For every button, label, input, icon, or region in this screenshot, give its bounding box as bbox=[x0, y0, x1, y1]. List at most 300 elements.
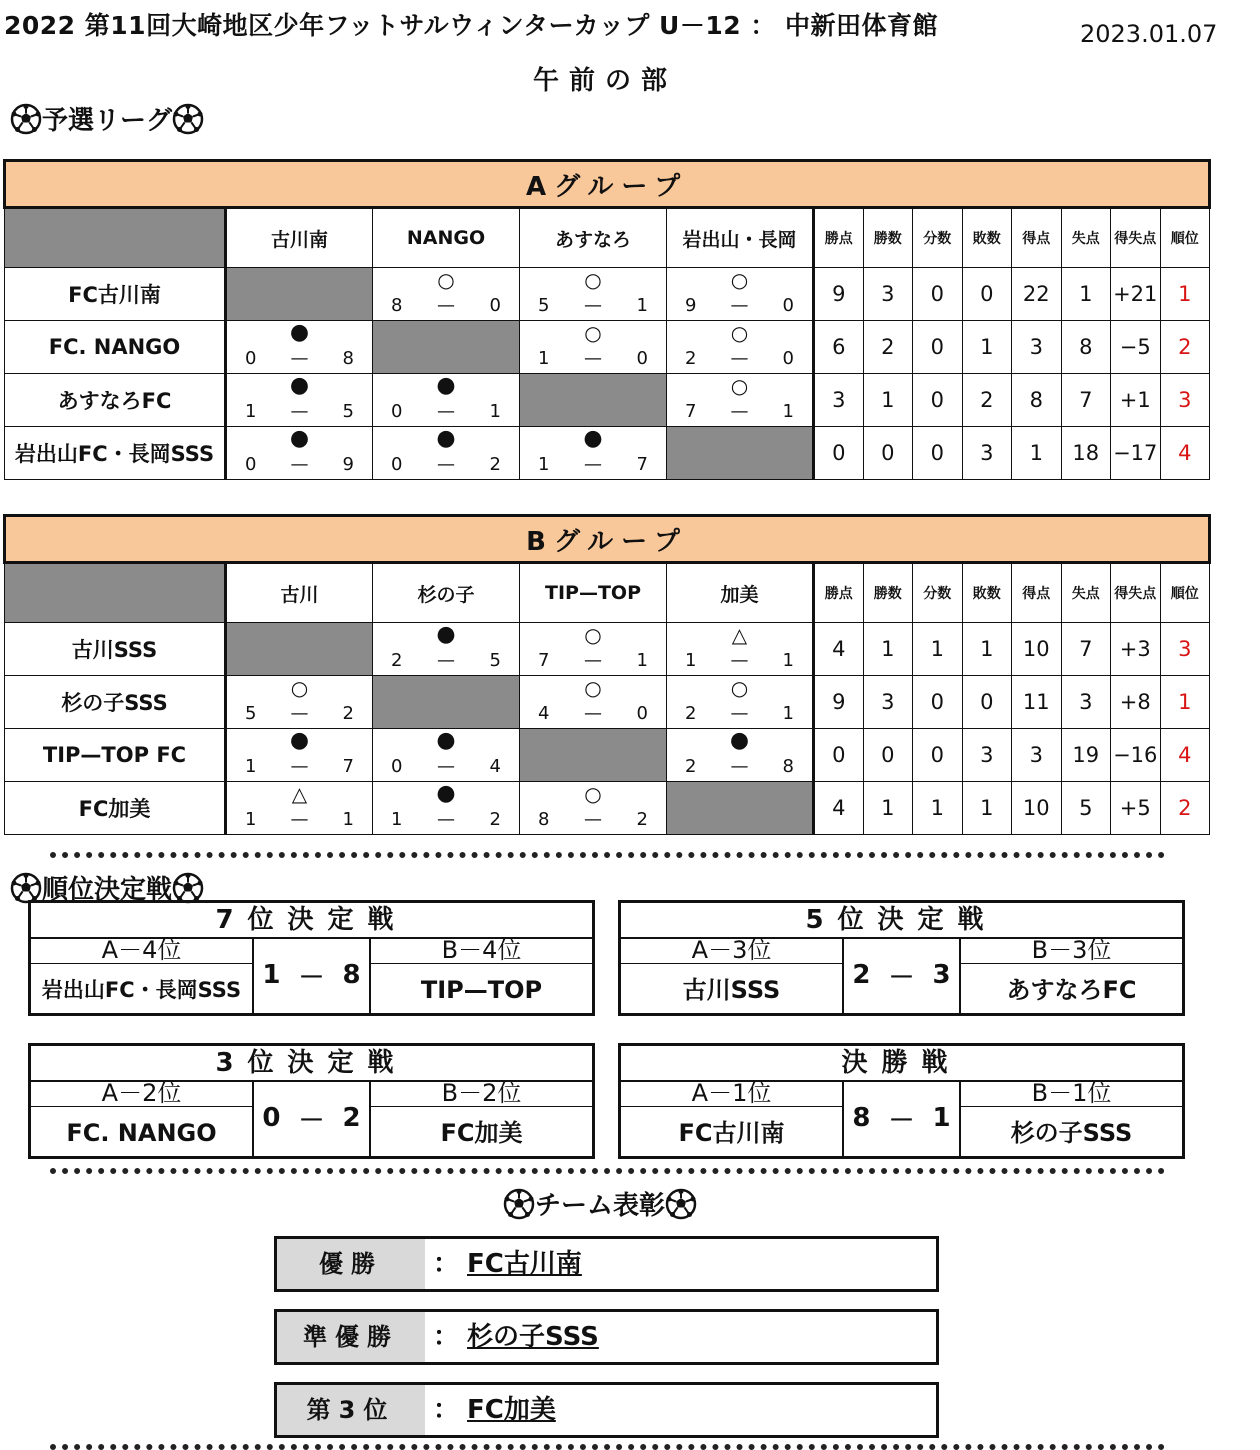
result-mark: △ bbox=[731, 623, 748, 647]
stat-value: 19 bbox=[1061, 729, 1111, 782]
result-mark: ○ bbox=[730, 676, 749, 700]
score-right: 2 bbox=[342, 703, 354, 724]
stat-value: 1 bbox=[962, 782, 1012, 835]
stat-value: 0 bbox=[913, 321, 963, 374]
self-match-cell bbox=[667, 427, 814, 480]
result-mark: ● bbox=[583, 426, 603, 451]
self-match-cell bbox=[226, 268, 373, 321]
score-right: 9 bbox=[342, 454, 354, 475]
right-team: あすなろFC bbox=[1006, 976, 1137, 1004]
stat-column-header: 得失点 bbox=[1111, 208, 1161, 268]
score-dash: — bbox=[584, 348, 602, 369]
score-dash: — bbox=[730, 348, 749, 369]
result-mark: ● bbox=[436, 781, 456, 806]
stat-value: 4 bbox=[1160, 427, 1210, 480]
stat-column-header: 順位 bbox=[1160, 208, 1210, 268]
award-label: 第3位 bbox=[277, 1385, 425, 1435]
stat-value: 4 bbox=[814, 782, 864, 835]
soccer-ball-icon bbox=[503, 1188, 535, 1220]
stat-value: 0 bbox=[962, 268, 1012, 321]
stat-value: 8 bbox=[1012, 374, 1062, 427]
left-team: FC. NANGO bbox=[66, 1119, 217, 1147]
score-right: 2 bbox=[489, 809, 501, 830]
stat-value: 0 bbox=[814, 729, 864, 782]
stat-value: 3 bbox=[1012, 321, 1062, 374]
score-right: 1 bbox=[342, 809, 354, 830]
stat-value: 3 bbox=[814, 374, 864, 427]
score-dash: — bbox=[584, 295, 602, 316]
stat-column-header: 失点 bbox=[1061, 208, 1111, 268]
score-dash: — bbox=[584, 650, 602, 671]
stat-value: 0 bbox=[913, 729, 963, 782]
stat-value: 1 bbox=[962, 321, 1012, 374]
stat-value: 6 bbox=[814, 321, 864, 374]
fifth-place-match bbox=[618, 900, 1185, 1016]
stat-value: 22 bbox=[1012, 268, 1062, 321]
left-seed: A－2位 bbox=[31, 1080, 252, 1107]
soccer-ball-icon bbox=[172, 872, 204, 904]
stat-value: 0 bbox=[863, 729, 913, 782]
score-dash: — bbox=[584, 703, 602, 724]
score-right: 0 bbox=[489, 295, 501, 316]
stat-value: 3 bbox=[962, 427, 1012, 480]
stat-value: 1 bbox=[913, 782, 963, 835]
result-mark: ○ bbox=[730, 321, 749, 345]
match-title: 3位決定戦 bbox=[31, 1046, 592, 1082]
result-mark: ● bbox=[289, 728, 310, 753]
left-team: 岩出山FC・長岡SSS bbox=[41, 978, 242, 1002]
stat-value: 1 bbox=[1061, 268, 1111, 321]
award-third-place bbox=[274, 1382, 939, 1438]
stat-column-header: 失点 bbox=[1061, 563, 1111, 623]
score-dash: — bbox=[437, 401, 455, 422]
match-result-cell bbox=[667, 623, 814, 676]
result-mark: ● bbox=[436, 622, 456, 647]
self-match-cell bbox=[520, 374, 667, 427]
score-right: 1 bbox=[636, 295, 648, 316]
left-team: FC古川南 bbox=[678, 1119, 785, 1147]
match-result-cell bbox=[226, 321, 373, 374]
team-name: FC. NANGO bbox=[5, 321, 226, 374]
stat-value: −17 bbox=[1111, 427, 1161, 480]
score-left: 0 bbox=[245, 454, 257, 475]
opponent-column-header: NANGO bbox=[373, 208, 520, 268]
self-match-cell bbox=[226, 623, 373, 676]
stat-value: +1 bbox=[1111, 374, 1161, 427]
score-left: 8 bbox=[391, 295, 403, 316]
award-colon: ： bbox=[433, 1322, 460, 1352]
stat-value: −16 bbox=[1111, 729, 1161, 782]
stat-value: 4 bbox=[814, 623, 864, 676]
result-mark: ○ bbox=[584, 623, 602, 647]
result-mark: ● bbox=[289, 426, 310, 451]
match-title: 決勝戦 bbox=[621, 1046, 1182, 1082]
third-place-match bbox=[28, 1043, 595, 1159]
team-name: FC古川南 bbox=[5, 268, 226, 321]
left-seed: A－4位 bbox=[31, 937, 252, 964]
score-right: 5 bbox=[489, 650, 501, 671]
result-mark: ● bbox=[729, 728, 750, 753]
match-result-cell bbox=[667, 676, 814, 729]
result-mark: ● bbox=[436, 373, 456, 398]
stat-value: 2 bbox=[962, 374, 1012, 427]
match-title: 5位決定戦 bbox=[621, 903, 1182, 939]
opponent-column-header: 加美 bbox=[667, 563, 814, 623]
score-left: 1 bbox=[538, 454, 550, 475]
result-mark: △ bbox=[291, 782, 308, 806]
score-left: 8 bbox=[852, 1103, 871, 1133]
soccer-ball-icon bbox=[665, 1188, 697, 1220]
result-mark: ● bbox=[436, 728, 456, 753]
opponent-column-header: 岩出山・長岡 bbox=[667, 208, 814, 268]
score-left: 1 bbox=[685, 650, 697, 671]
score-left: 1 bbox=[245, 401, 257, 422]
result-mark: ○ bbox=[730, 374, 749, 398]
score-left: 2 bbox=[685, 348, 697, 369]
award-team: FC古川南 bbox=[467, 1249, 582, 1279]
score-dash: — bbox=[584, 809, 602, 830]
score-left: 1 bbox=[245, 756, 257, 777]
document-date: 2023.01.07 bbox=[1080, 20, 1218, 48]
match-result-cell bbox=[520, 321, 667, 374]
seventh-place-match bbox=[28, 900, 595, 1016]
award-team: FC加美 bbox=[467, 1395, 556, 1425]
result-mark: ○ bbox=[584, 268, 602, 292]
match-result-cell bbox=[373, 268, 520, 321]
score-dash: － bbox=[298, 962, 325, 993]
result-mark: ● bbox=[289, 373, 310, 398]
stat-value: 0 bbox=[863, 427, 913, 480]
stat-value: 5 bbox=[1061, 782, 1111, 835]
result-mark: ○ bbox=[290, 676, 309, 700]
table-row bbox=[5, 676, 1210, 729]
score-dash: — bbox=[437, 809, 455, 830]
award-label: 優勝 bbox=[277, 1239, 425, 1289]
score-right: 0 bbox=[782, 348, 794, 369]
score-left: 7 bbox=[538, 650, 550, 671]
table-row bbox=[5, 427, 1210, 480]
score-left: 0 bbox=[391, 401, 403, 422]
score-right: 8 bbox=[342, 960, 361, 990]
score-left: 2 bbox=[685, 756, 697, 777]
score-right: 7 bbox=[636, 454, 648, 475]
stat-value: 0 bbox=[913, 676, 963, 729]
stat-value: 10 bbox=[1012, 782, 1062, 835]
score-right: 2 bbox=[489, 454, 501, 475]
stat-value: 1 bbox=[863, 623, 913, 676]
team-name: FC加美 bbox=[5, 782, 226, 835]
award-champion bbox=[274, 1236, 939, 1292]
stat-column-header: 勝数 bbox=[863, 208, 913, 268]
match-result-cell bbox=[667, 729, 814, 782]
score-dash: — bbox=[730, 401, 749, 422]
match-score bbox=[842, 937, 961, 1013]
soccer-ball-icon bbox=[10, 103, 42, 135]
stat-column-header: 敗数 bbox=[962, 563, 1012, 623]
score-dash: — bbox=[730, 295, 749, 316]
stat-value: 8 bbox=[1061, 321, 1111, 374]
corner-cell bbox=[5, 563, 226, 623]
table-row bbox=[5, 729, 1210, 782]
score-left: 5 bbox=[538, 295, 550, 316]
stat-value: 9 bbox=[814, 676, 864, 729]
stat-value: 3 bbox=[1012, 729, 1062, 782]
score-dash: — bbox=[290, 454, 309, 475]
opponent-column-header: 古川南 bbox=[226, 208, 373, 268]
score-left: 1 bbox=[391, 809, 403, 830]
match-result-cell bbox=[667, 268, 814, 321]
match-result-cell bbox=[520, 268, 667, 321]
result-mark: ○ bbox=[584, 321, 602, 345]
awards-heading-text: チーム表彰 bbox=[535, 1191, 666, 1221]
table-row bbox=[5, 782, 1210, 835]
stat-value: 0 bbox=[962, 676, 1012, 729]
table-row bbox=[5, 268, 1210, 321]
score-right: 8 bbox=[782, 756, 794, 777]
stat-column-header: 敗数 bbox=[962, 208, 1012, 268]
match-result-cell bbox=[373, 374, 520, 427]
stat-value: 7 bbox=[1061, 374, 1111, 427]
left-seed: A－3位 bbox=[621, 937, 842, 964]
score-dash: — bbox=[290, 348, 309, 369]
score-left: 0 bbox=[391, 756, 403, 777]
match-result-cell bbox=[226, 676, 373, 729]
opponent-column-header: あすなろ bbox=[520, 208, 667, 268]
match-result-cell bbox=[520, 676, 667, 729]
stat-value: 1 bbox=[1160, 268, 1210, 321]
opponent-column-header: TIP—TOP bbox=[520, 563, 667, 623]
match-result-cell bbox=[373, 427, 520, 480]
score-dash: — bbox=[290, 401, 309, 422]
score-right: 2 bbox=[636, 809, 648, 830]
final-match bbox=[618, 1043, 1185, 1159]
score-dash: — bbox=[290, 756, 309, 777]
score-dash: — bbox=[730, 703, 749, 724]
result-mark: ● bbox=[436, 426, 456, 451]
match-result-cell bbox=[520, 623, 667, 676]
stat-column-header: 順位 bbox=[1160, 563, 1210, 623]
stat-column-header: 得点 bbox=[1012, 208, 1062, 268]
group-a-table bbox=[3, 159, 1211, 480]
score-dash: — bbox=[437, 454, 455, 475]
dotted-divider bbox=[50, 1444, 1165, 1450]
score-dash: — bbox=[584, 454, 602, 475]
match-result-cell bbox=[226, 374, 373, 427]
award-runner-up bbox=[274, 1309, 939, 1365]
match-score bbox=[252, 937, 371, 1013]
score-dash: － bbox=[888, 962, 915, 993]
team-name: 杉の子SSS bbox=[5, 676, 226, 729]
match-result-cell bbox=[373, 623, 520, 676]
qualifying-heading bbox=[10, 100, 204, 137]
stat-column-header: 得失点 bbox=[1111, 563, 1161, 623]
opponent-column-header: 古川 bbox=[226, 563, 373, 623]
team-name: 岩出山FC・長岡SSS bbox=[5, 427, 226, 480]
stat-value: 9 bbox=[814, 268, 864, 321]
document-title: 2022 第11回大崎地区少年フットサルウィンターカップ U－12 ： 中新田体育館 bbox=[4, 11, 939, 40]
stat-value: 3 bbox=[1160, 623, 1210, 676]
stat-value: 3 bbox=[863, 268, 913, 321]
team-name: TIP—TOP FC bbox=[5, 729, 226, 782]
stat-value: +21 bbox=[1111, 268, 1161, 321]
soccer-ball-icon bbox=[10, 872, 42, 904]
right-team: TIP—TOP bbox=[420, 976, 543, 1004]
self-match-cell bbox=[667, 782, 814, 835]
score-right: 1 bbox=[489, 401, 501, 422]
stat-value: 2 bbox=[1160, 782, 1210, 835]
self-match-cell bbox=[520, 729, 667, 782]
soccer-ball-icon bbox=[172, 103, 204, 135]
match-result-cell bbox=[520, 782, 667, 835]
stat-value: 3 bbox=[962, 729, 1012, 782]
match-result-cell bbox=[373, 729, 520, 782]
stat-value: 3 bbox=[863, 676, 913, 729]
score-right: 2 bbox=[342, 1103, 361, 1133]
score-dash: － bbox=[888, 1105, 915, 1136]
stat-value: −5 bbox=[1111, 321, 1161, 374]
score-left: 7 bbox=[685, 401, 697, 422]
match-result-cell bbox=[667, 321, 814, 374]
score-left: 0 bbox=[245, 348, 257, 369]
match-title: 7位決定戦 bbox=[31, 903, 592, 939]
score-left: 0 bbox=[391, 454, 403, 475]
stat-value: 0 bbox=[913, 268, 963, 321]
awards-heading bbox=[503, 1185, 697, 1222]
score-right: 5 bbox=[342, 401, 354, 422]
result-mark: ● bbox=[289, 320, 310, 345]
session-label: 午前の部 bbox=[532, 66, 677, 96]
stat-value: +5 bbox=[1111, 782, 1161, 835]
score-dash: — bbox=[437, 650, 455, 671]
score-dash: － bbox=[298, 1105, 325, 1136]
stat-value: 1 bbox=[863, 374, 913, 427]
score-left: 1 bbox=[262, 960, 281, 990]
stat-value: 7 bbox=[1061, 623, 1111, 676]
stat-value: 0 bbox=[814, 427, 864, 480]
stat-value: 2 bbox=[863, 321, 913, 374]
match-result-cell bbox=[226, 782, 373, 835]
stat-value: 0 bbox=[913, 427, 963, 480]
match-result-cell bbox=[226, 729, 373, 782]
stat-column-header: 勝点 bbox=[814, 208, 864, 268]
score-right: 1 bbox=[636, 650, 648, 671]
score-right: 3 bbox=[932, 960, 951, 990]
score-right: 4 bbox=[489, 756, 501, 777]
result-mark: ○ bbox=[437, 268, 455, 292]
stat-value: 18 bbox=[1061, 427, 1111, 480]
stat-column-header: 勝点 bbox=[814, 563, 864, 623]
score-left: 4 bbox=[538, 703, 550, 724]
match-score bbox=[842, 1080, 961, 1156]
score-dash: — bbox=[437, 756, 455, 777]
match-result-cell bbox=[226, 427, 373, 480]
match-result-cell bbox=[373, 782, 520, 835]
award-colon: ： bbox=[433, 1395, 460, 1425]
score-dash: — bbox=[290, 703, 309, 724]
group-b-table bbox=[3, 514, 1211, 835]
opponent-column-header: 杉の子 bbox=[373, 563, 520, 623]
score-left: 2 bbox=[685, 703, 697, 724]
right-seed: B－4位 bbox=[371, 937, 592, 964]
score-right: 1 bbox=[782, 703, 794, 724]
result-mark: ○ bbox=[584, 676, 602, 700]
stat-column-header: 分数 bbox=[913, 563, 963, 623]
score-right: 0 bbox=[636, 703, 648, 724]
right-team: 杉の子SSS bbox=[1010, 1119, 1133, 1147]
score-dash: — bbox=[437, 295, 455, 316]
score-right: 0 bbox=[782, 295, 794, 316]
score-left: 1 bbox=[245, 809, 257, 830]
stat-value: +3 bbox=[1111, 623, 1161, 676]
table-row bbox=[5, 374, 1210, 427]
score-dash: — bbox=[290, 809, 309, 830]
match-result-cell bbox=[520, 427, 667, 480]
stat-value: 1 bbox=[913, 623, 963, 676]
score-right: 0 bbox=[636, 348, 648, 369]
stat-value: +8 bbox=[1111, 676, 1161, 729]
score-right: 1 bbox=[782, 650, 794, 671]
table-row bbox=[5, 623, 1210, 676]
stat-column-header: 勝数 bbox=[863, 563, 913, 623]
right-seed: B－1位 bbox=[961, 1080, 1182, 1107]
score-left: 1 bbox=[538, 348, 550, 369]
right-team: FC加美 bbox=[440, 1119, 523, 1147]
group-title: Aグループ bbox=[5, 161, 1210, 208]
placement-heading-text: 順位決定戦 bbox=[42, 875, 173, 905]
score-right: 7 bbox=[342, 756, 354, 777]
dotted-divider bbox=[50, 1168, 1165, 1174]
score-left: 5 bbox=[245, 703, 257, 724]
stat-value: 10 bbox=[1012, 623, 1062, 676]
result-mark: ○ bbox=[584, 782, 602, 806]
award-colon: ： bbox=[433, 1249, 460, 1279]
score-right: 1 bbox=[932, 1103, 951, 1133]
stat-value: 4 bbox=[1160, 729, 1210, 782]
stat-value: 0 bbox=[913, 374, 963, 427]
left-seed: A－1位 bbox=[621, 1080, 842, 1107]
award-team: 杉の子SSS bbox=[467, 1322, 599, 1352]
score-right: 8 bbox=[342, 348, 354, 369]
dotted-divider bbox=[50, 852, 1165, 858]
score-dash: — bbox=[730, 756, 749, 777]
left-team: 古川SSS bbox=[682, 976, 781, 1004]
self-match-cell bbox=[373, 676, 520, 729]
right-seed: B－2位 bbox=[371, 1080, 592, 1107]
score-left: 9 bbox=[685, 295, 697, 316]
right-seed: B－3位 bbox=[961, 937, 1182, 964]
stat-value: 1 bbox=[1012, 427, 1062, 480]
score-dash: — bbox=[730, 650, 749, 671]
score-left: 2 bbox=[852, 960, 871, 990]
stat-column-header: 分数 bbox=[913, 208, 963, 268]
stat-value: 11 bbox=[1012, 676, 1062, 729]
award-label: 準優勝 bbox=[277, 1312, 425, 1362]
stat-value: 3 bbox=[1160, 374, 1210, 427]
self-match-cell bbox=[373, 321, 520, 374]
score-left: 0 bbox=[262, 1103, 281, 1133]
score-left: 2 bbox=[391, 650, 403, 671]
score-left: 8 bbox=[538, 809, 550, 830]
result-mark: ○ bbox=[730, 268, 749, 292]
stat-value: 1 bbox=[962, 623, 1012, 676]
score-right: 1 bbox=[782, 401, 794, 422]
corner-cell bbox=[5, 208, 226, 268]
stat-value: 1 bbox=[863, 782, 913, 835]
stat-value: 3 bbox=[1061, 676, 1111, 729]
qualifying-heading-text: 予選リーグ bbox=[42, 106, 173, 136]
table-row bbox=[5, 321, 1210, 374]
stat-value: 2 bbox=[1160, 321, 1210, 374]
